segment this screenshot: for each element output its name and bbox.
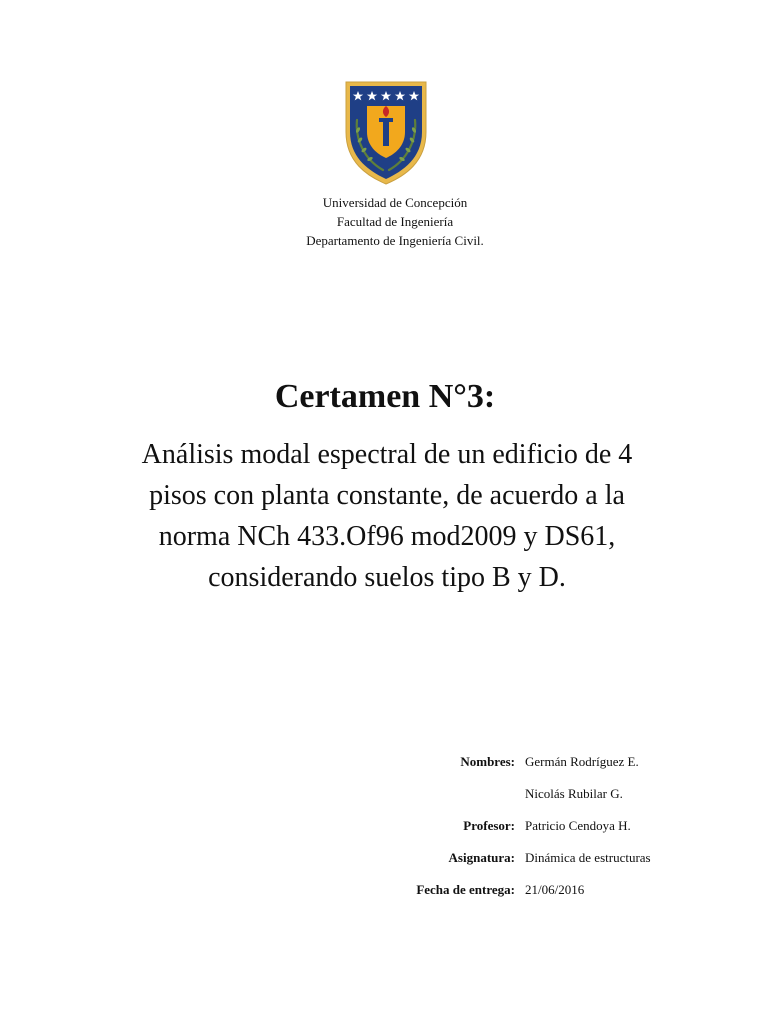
detail-label: Fecha de entrega: bbox=[416, 882, 515, 897]
detail-row-professor bbox=[380, 816, 710, 848]
detail-label: Asignatura: bbox=[448, 850, 515, 865]
subtitle-line: norma NCh 433.Of96 mod2009 y DS61, bbox=[158, 521, 616, 552]
detail-row-subject bbox=[380, 848, 710, 880]
detail-row-names bbox=[380, 752, 710, 784]
document-subtitle bbox=[90, 434, 684, 598]
faculty-name: Facultad de Ingeniería bbox=[336, 214, 454, 229]
university-name: Universidad de Concepción bbox=[322, 195, 468, 210]
detail-row-due-date bbox=[380, 880, 710, 912]
subtitle-line: pisos con planta constante, de acuerdo a la bbox=[149, 480, 625, 511]
subtitle-line: considerando suelos tipo B y D. bbox=[208, 562, 566, 593]
submission-details bbox=[380, 752, 710, 912]
detail-value: Germán Rodríguez E. bbox=[525, 754, 639, 769]
detail-value: 21/06/2016 bbox=[525, 882, 585, 897]
detail-label: Profesor: bbox=[463, 818, 515, 833]
detail-value: Nicolás Rubilar G. bbox=[525, 786, 623, 801]
document-title: Certamen N°3: bbox=[274, 378, 496, 415]
detail-label: Nombres: bbox=[460, 754, 515, 769]
subtitle-line: Análisis modal espectral de un edificio de 4 bbox=[141, 439, 633, 470]
detail-row-names-2 bbox=[380, 784, 710, 816]
detail-value: Patricio Cendoya H. bbox=[525, 818, 631, 833]
university-shield-icon bbox=[343, 80, 429, 186]
department-name: Departamento de Ingeniería Civil. bbox=[306, 233, 484, 248]
institution-block bbox=[0, 193, 768, 250]
detail-value: Dinámica de estructuras bbox=[525, 850, 651, 865]
